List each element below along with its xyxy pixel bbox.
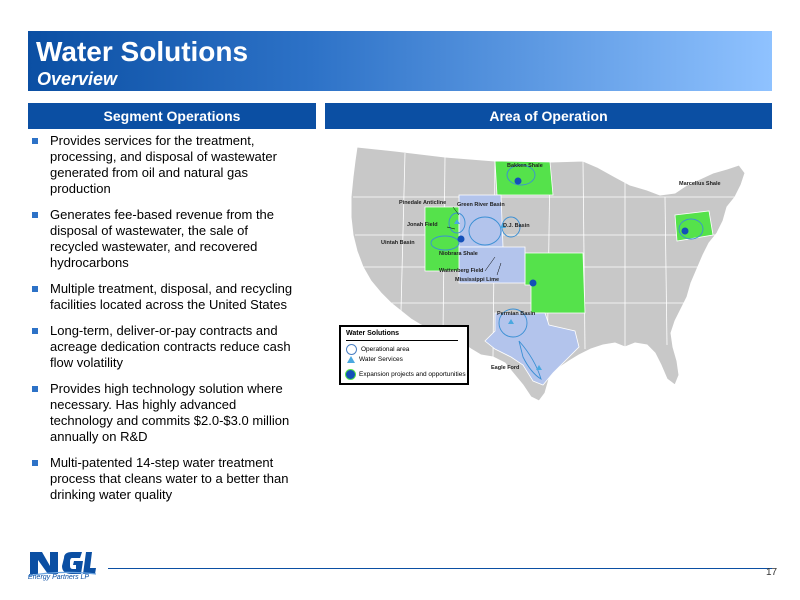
segment-operations-header [28,103,316,129]
legend-expansion-label: Expansion projects and opportunities [359,371,466,378]
legend-row-water-services [346,356,403,363]
label-eagle-ford: Eagle Ford [491,365,520,371]
expansion-dot-icon [346,370,355,379]
legend-divider [346,340,458,341]
operational-area-swatch-icon [346,344,357,355]
logo-tagline: Energy Partners LP [28,574,90,581]
legend-operational-label: Operational area [361,346,410,353]
page-subtitle: Overview [37,69,118,89]
segment-bullet-list [30,133,295,513]
bullet-item: Provides high technology solution where necessary. Has highly advanced technology and commits $2.0-$3.0 million annually on R&D [30,381,295,445]
label-green-river: Green River Basin [457,202,505,208]
bullet-square-icon [32,386,38,392]
label-jonah: Jonah Field [407,222,438,228]
label-mississippi: Mississippi Lime [455,277,500,283]
legend-row-operational [346,344,409,355]
bullet-square-icon [32,286,38,292]
label-dj: D.J. Basin [503,223,530,229]
page-title: Water Solutions [36,36,249,67]
label-pinedale: Pinedale Anticline [399,200,447,206]
area-of-operation-header [325,103,772,129]
footer-divider [108,568,772,569]
bullet-item: Generates fee-based revenue from the disposal of wastewater, the sale of recycled wastewater, and recovered hydrocarbons [30,207,295,271]
label-wattenberg: Wattenberg Field [439,268,484,274]
label-marcellus: Marcellus Shale [679,181,721,187]
label-niobrara: Niobrara Shale [439,251,478,257]
label-uintah: Uintah Basin [381,240,415,246]
bullet-item: Multiple treatment, disposal, and recycling facilities located across the United States [30,281,295,313]
bullet-item: Long-term, deliver-or-pay contracts and acreage dedication contracts reduce cash flow volatility [30,323,295,371]
label-permian: Permian Basin [497,311,536,317]
legend-row-expansion [346,370,466,379]
expansion-marker-bakken [515,178,522,185]
page-number: 17 [766,567,778,578]
area-of-operation-title: Area of Operation [489,108,608,124]
bullet-square-icon [32,328,38,334]
segment-operations-title: Segment Operations [103,108,241,124]
bullet-square-icon [32,138,38,144]
legend-title: Water Solutions [346,330,400,337]
legend-water-services-label: Water Services [359,356,403,363]
expansion-marker-marcellus [682,228,689,235]
expansion-marker-mississippi [530,280,537,287]
bullet-item: Multi-patented 14-step water treatment process that cleans water to a better than drinking water quality [30,455,295,503]
bullet-square-icon [32,212,38,218]
expansion-marker-jonah [458,236,465,243]
bullet-square-icon [32,460,38,466]
water-services-triangle-icon [347,356,355,363]
bullet-item: Provides services for the treatment, processing, and disposal of wastewater generated from oil and natural gas production [30,133,295,197]
label-bakken: Bakken Shale [507,163,543,169]
map-legend [339,325,469,385]
